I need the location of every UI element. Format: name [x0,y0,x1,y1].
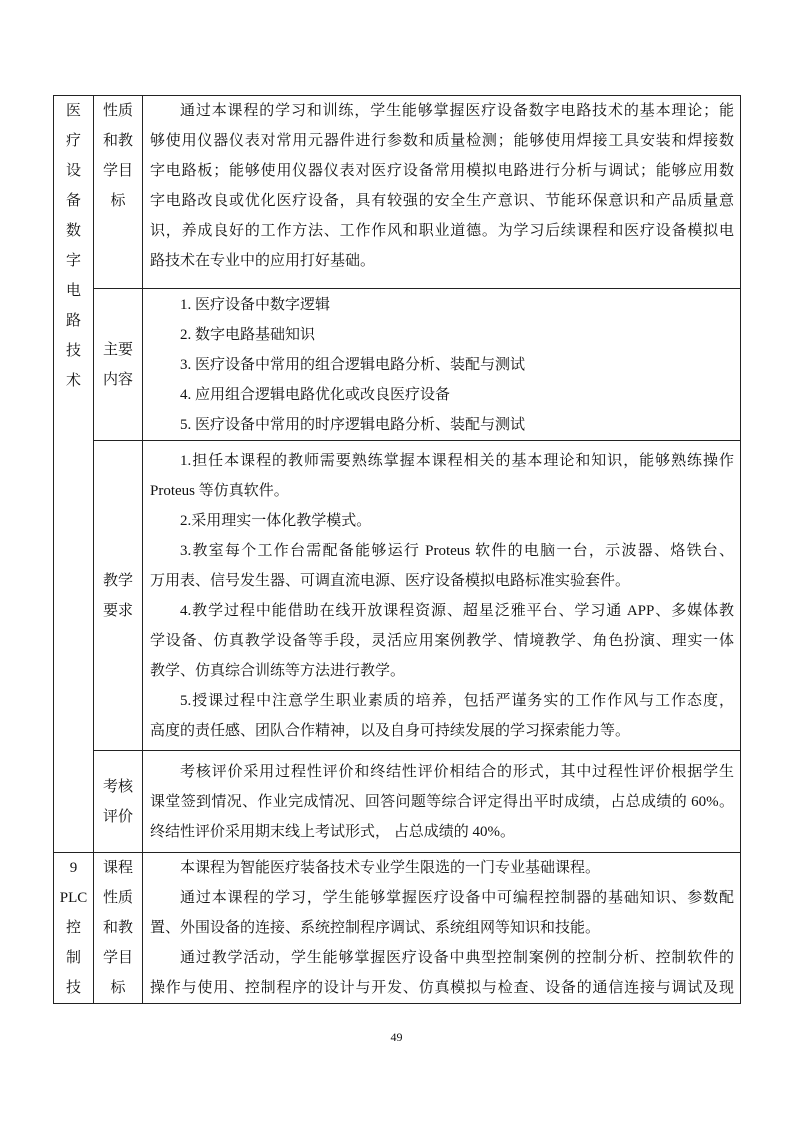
paragraph-line: 字电路板；能够使用仪器仪表对医疗设备常用模拟电路进行分析与调试；能够应用数 [150,163,734,179]
section-label [94,335,142,395]
page-number: 49 [390,1030,403,1044]
course-name [54,96,93,396]
section-label-line: 性质 [102,103,133,119]
paragraph-line: 路技术在专业中的应用打好基础。 [150,253,376,269]
course-name-line: 术 [65,373,81,389]
section-label-line: 内容 [102,371,133,388]
course-name-line: PLC [59,890,88,906]
paragraph-line: 本课程为智能医疗装备技术专业学生限选的一门专业基础课程。 [180,860,601,876]
list-item: 4. 应用组合逻辑电路优化或改良医疗设备 [180,386,451,403]
section-label-line: 考核 [102,778,133,795]
section-row [54,751,741,853]
course-name-cell [54,96,94,853]
course-name-line: 疗 [65,133,81,149]
section-body [143,853,741,1004]
paragraph-line: 学设备、仿真教学设备等手段，灵活应用案例教学、情境教学、角色扮演、理实一体 [150,632,734,649]
paragraph-line: 教学、仿真综合训练等方法进行教学。 [150,662,406,679]
paragraph-line: 2.采用理实一体化教学模式。 [180,512,372,529]
course-name-line: 技 [65,343,81,359]
course-name-cell [54,853,94,1004]
paragraph-line: 操作与使用、控制程序的设计与开发、仿真模拟与检查、设备的通信连接与调试及现 [150,980,734,996]
course-name [54,853,93,1003]
course-name-line: 电 [65,283,81,299]
course-name-line: 9 [69,860,78,876]
section-label-line: 标 [110,193,126,209]
section-label-line: 和教 [102,133,133,149]
section-row [54,853,741,1004]
section-row [54,441,741,751]
section-label [94,566,142,626]
course-table [53,95,741,1004]
paragraph-line: 4.教学过程中能借助在线开放课程资源、超星泛雅平台、学习通 APP、多媒体教 [180,602,734,619]
section-row [54,289,741,441]
list-item: 1. 医疗设备中数字逻辑 [180,296,331,313]
section-label-line: 学目 [102,950,133,966]
section-label-cell [94,96,143,289]
paragraph-line: 1.担任本课程的教师需要熟练掌握本课程相关的基本理论和知识，能够熟练操作 [180,452,734,469]
course-name-line: 控 [65,920,81,936]
section-label-line: 标 [110,980,126,996]
paragraph-line: 终结性评价采用期末线上考试形式， 占总成绩的 40%。 [150,823,515,840]
paragraph-line: 课堂签到情况、作业完成情况、回答问题等综合评定得出平时成绩，占总成绩的 60%。 [150,793,734,810]
list-item: 5. 医疗设备中常用的时序逻辑电路分析、装配与测试 [180,416,526,433]
course-name-line: 路 [65,313,81,329]
section-label [94,96,142,216]
section-label [94,772,142,832]
paragraph-line: 通过教学活动，学生能够掌握医疗设备中典型控制案例的控制分析、控制软件的 [180,950,734,966]
paragraph-line: 考核评价采用过程性评价和终结性评价相结合的形式，其中过程性评价根据学生 [180,763,734,780]
paragraph-line: 通过本课程的学习，学生能够掌握医疗设备中可编程控制器的基础知识、参数配 [180,890,734,906]
section-label [94,853,142,1003]
section-label-line: 学目 [102,163,133,179]
course-name-line: 制 [65,950,81,966]
paragraph-line: 5.授课过程中注意学生职业素质的培养，包括严谨务实的工作作风与工作态度， [180,692,734,709]
paragraph-line: 字电路改良或优化医疗设备，具有较强的安全生产意识、节能环保意识和产品质量意 [150,193,734,209]
section-label-line: 主要 [102,341,133,358]
section-label-line: 教学 [102,572,133,589]
paragraph-line: Proteus 等仿真软件。 [150,482,289,499]
course-name-line: 设 [65,163,81,179]
paragraph-line: 够使用仪器仪表对常用元器件进行参数和质量检测；能够使用焊接工具安装和焊接数 [150,133,734,149]
section-label-cell [94,751,143,853]
section-label-cell [94,853,143,1004]
paragraph-line: 置、外围设备的连接、系统控制程序调试、系统组网等知识和技能。 [150,920,601,936]
section-label-line: 性质 [102,890,133,906]
paragraph-line: 识，养成良好的工作方法、工作作风和职业道德。为学习后续课程和医疗设备模拟电 [150,223,734,239]
section-body [143,96,741,289]
section-body [143,289,741,441]
section-label-line: 要求 [102,602,133,619]
paragraph-line: 万用表、信号发生器、可调直流电源、医疗设备模拟电路标准实验套件。 [150,572,631,589]
course-name-line: 数 [65,223,81,239]
paragraph-line: 3.教室每个工作台需配备能够运行 Proteus 软件的电脑一台，示波器、烙铁台、 [180,542,734,559]
section-label-line: 评价 [102,808,133,825]
paragraph-line: 高度的责任感、团队合作精神，以及自身可持续发展的学习探索能力等。 [150,722,631,739]
section-label-cell [94,441,143,751]
list-item: 3. 医疗设备中常用的组合逻辑电路分析、装配与测试 [180,356,526,373]
section-row [54,96,741,289]
paragraph-line: 通过本课程的学习和训练，学生能够掌握医疗设备数字电路技术的基本理论；能 [180,103,734,119]
list-item: 2. 数字电路基础知识 [180,326,316,343]
course-name-line: 技 [65,980,81,996]
course-name-line: 字 [65,253,81,269]
course-name-line: 医 [65,103,81,119]
section-label-line: 和教 [102,920,133,936]
section-label-line: 课程 [102,860,133,876]
section-body [143,441,741,751]
section-label-cell [94,289,143,441]
course-name-line: 备 [65,193,81,209]
section-body [143,751,741,853]
